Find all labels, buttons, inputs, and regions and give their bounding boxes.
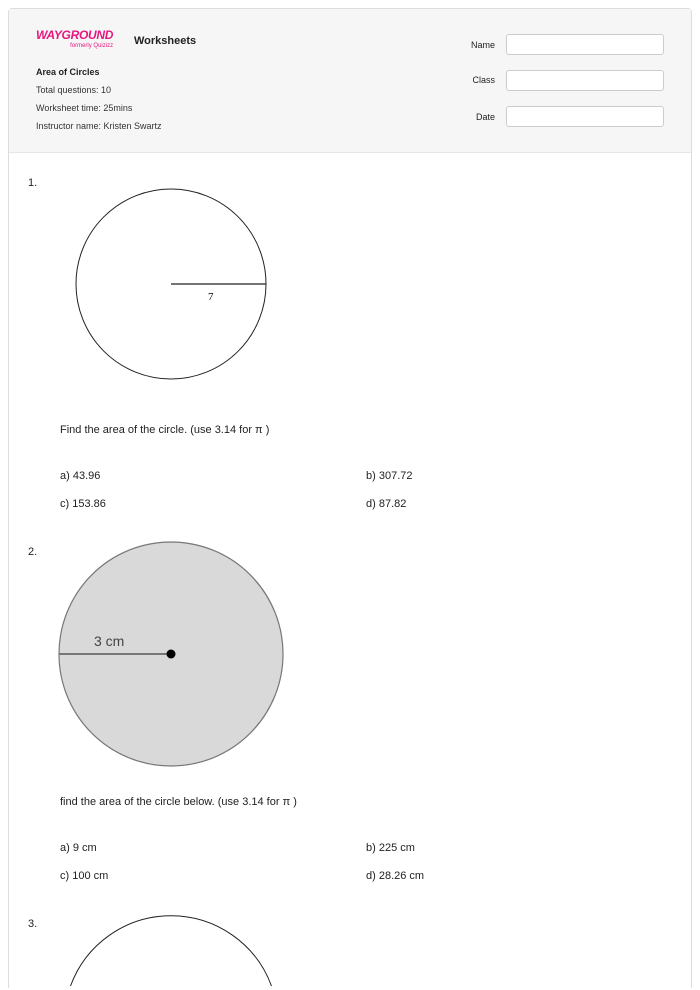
option-c[interactable]: c) 100 cm bbox=[60, 870, 109, 882]
name-label: Name bbox=[470, 40, 495, 50]
question-number-2: 2. bbox=[28, 546, 38, 558]
worksheet-title: Area of Circles bbox=[36, 67, 100, 77]
option-a[interactable]: a) 9 cm bbox=[60, 842, 97, 854]
question-number-3: 3. bbox=[28, 918, 38, 930]
wayground-logo: WAYGROUND formerly Quizizz bbox=[36, 28, 114, 49]
question-text-1: Find the area of the circle. (use 3.14 for π ) bbox=[60, 424, 270, 436]
option-b[interactable]: b) 225 cm bbox=[366, 842, 415, 854]
option-a[interactable]: a) 43.96 bbox=[60, 470, 101, 482]
circle-figure-1 bbox=[76, 189, 266, 379]
option-b[interactable]: b) 307.72 bbox=[366, 470, 413, 482]
circle-figure-2 bbox=[59, 542, 283, 766]
worksheet-time: Worksheet time: 25mins bbox=[36, 103, 133, 113]
radius-label-1: 7 bbox=[208, 291, 214, 303]
option-d[interactable]: d) 28.26 cm bbox=[366, 870, 425, 882]
question-text-2: find the area of the circle below. (use 3.14 for π ) bbox=[60, 796, 297, 808]
circle-figure-3 bbox=[71, 916, 272, 986]
option-c[interactable]: c) 153.86 bbox=[60, 498, 106, 510]
product-name: Worksheets bbox=[134, 35, 197, 47]
date-label: Date bbox=[475, 112, 495, 122]
class-label: Class bbox=[472, 75, 495, 85]
radius-label-2: 3 cm bbox=[94, 633, 125, 649]
instructor-name: Instructor name: Kristen Swartz bbox=[36, 121, 162, 131]
total-questions: Total questions: 10 bbox=[36, 85, 112, 95]
question-number-1: 1. bbox=[28, 177, 38, 189]
option-d[interactable]: d) 87.82 bbox=[366, 498, 407, 510]
